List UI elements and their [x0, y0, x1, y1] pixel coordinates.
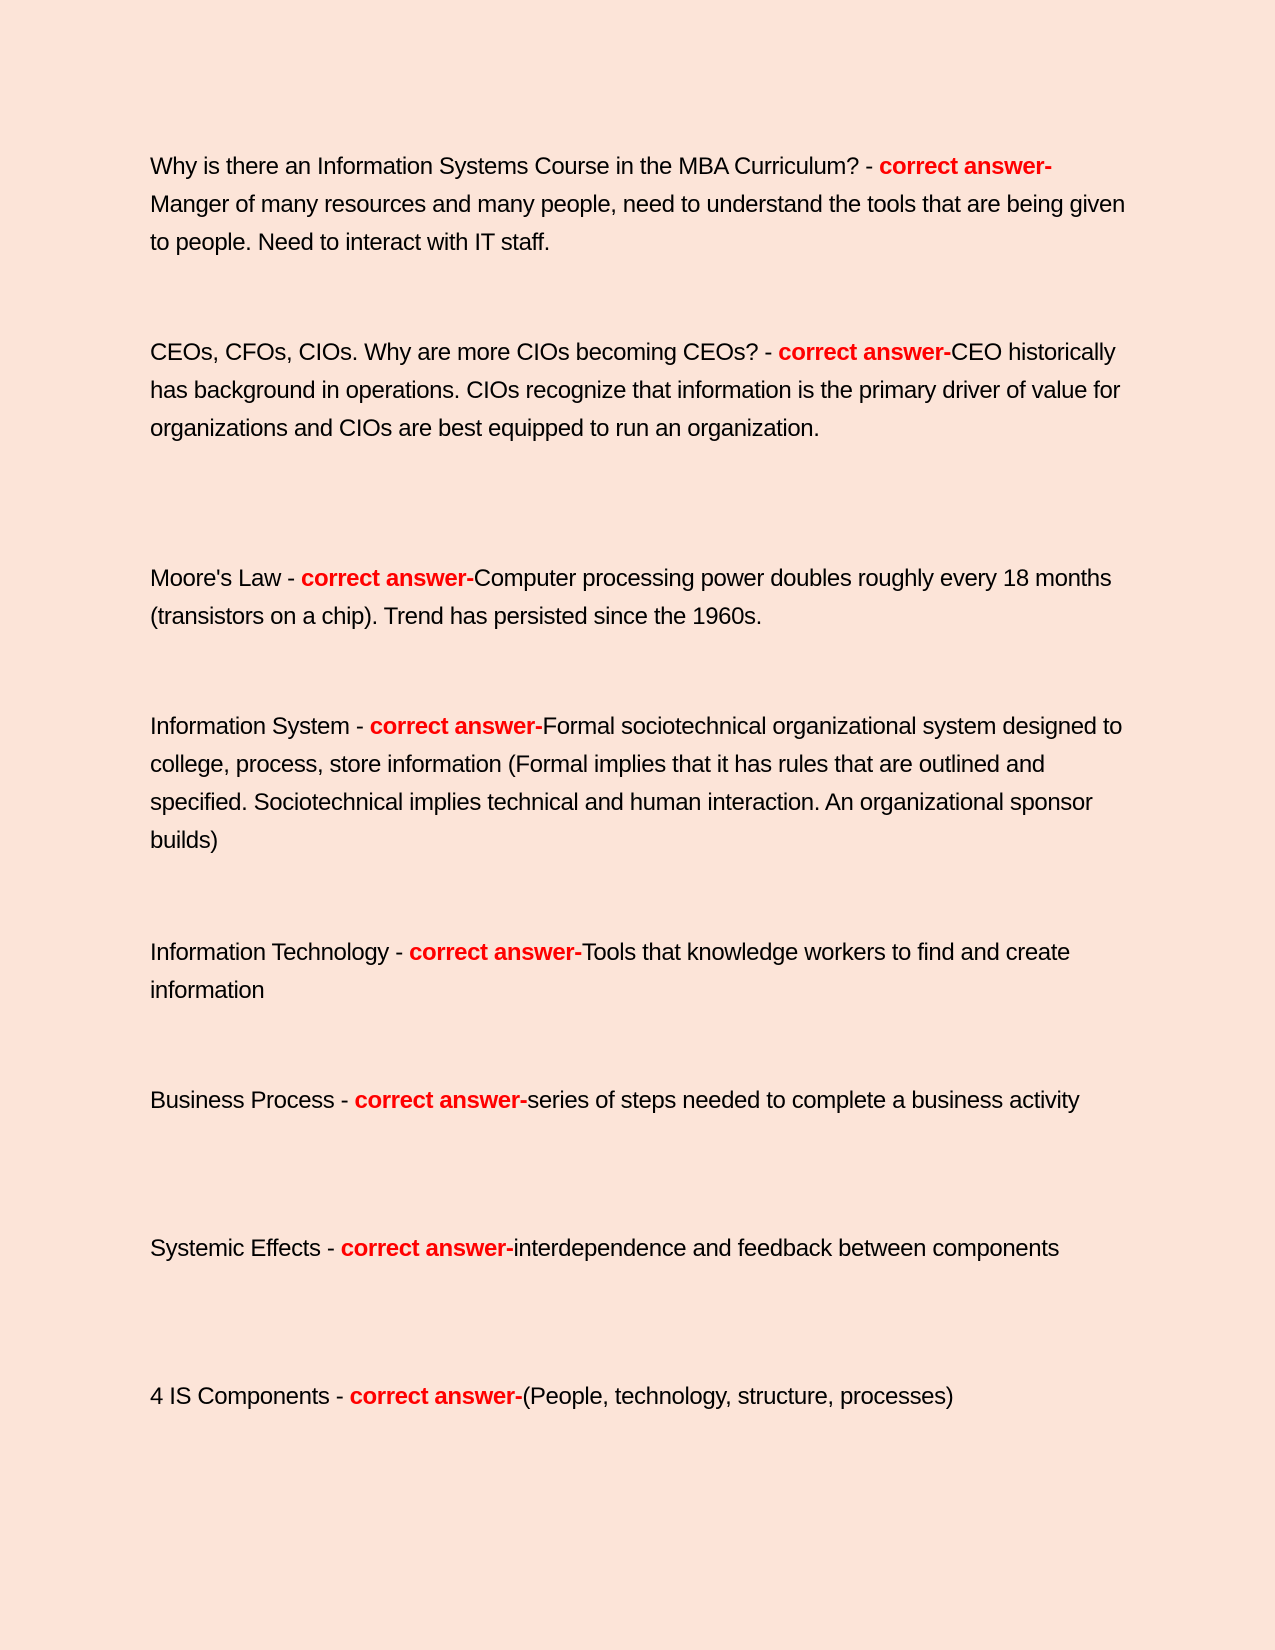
answer-text: Manger of many resources and many people, need to understand the tools that are being given to people. Need to interact with IT staff.: [150, 191, 1125, 256]
question-text: Moore's Law: [150, 565, 281, 592]
qa-item: [150, 1082, 1130, 1120]
question-text: Why is there an Information Systems Course in the MBA Curriculum?: [150, 153, 859, 180]
correct-answer-label: correct answer-: [409, 939, 582, 966]
qa-item: [150, 148, 1130, 262]
qa-item: [150, 1230, 1130, 1268]
answer-text: Formal sociotechnical organizational system designed to college, process, store information (Formal implies that it has rules that are outlined and specified. Sociotechnical implies technical and human interaction. An organizational sponsor builds): [150, 713, 1123, 854]
separator: -: [320, 1235, 341, 1262]
correct-answer-label: correct answer-: [778, 339, 952, 366]
qa-item: [150, 334, 1130, 448]
qa-item: [150, 934, 1130, 1010]
correct-answer-label: correct answer-: [349, 1383, 523, 1410]
question-text: CEOs, CFOs, CIOs. Why are more CIOs becoming CEOs?: [150, 339, 759, 366]
answer-text: Tools that knowledge workers to find and create information: [150, 939, 1070, 1004]
answer-text: interdependence and feedback between components: [513, 1235, 1060, 1262]
answer-text: (People, technology, structure, processes): [522, 1383, 954, 1410]
separator: -: [388, 939, 410, 966]
correct-answer-label: correct answer-: [340, 1235, 514, 1262]
separator: -: [349, 713, 370, 740]
correct-answer-label: correct answer-: [354, 1087, 528, 1114]
separator: -: [280, 565, 302, 592]
question-text: Business Process: [150, 1087, 335, 1114]
question-text: Information System: [150, 713, 350, 740]
answer-text: CEO historically has background in operations. CIOs recognize that information is the primary driver of value for organizations and CIOs are best equipped to run an organization.: [150, 339, 1121, 442]
separator: -: [758, 339, 779, 366]
qa-item: [150, 560, 1130, 636]
correct-answer-label: correct answer-: [879, 153, 1052, 180]
separator: -: [858, 153, 880, 180]
separator: -: [329, 1383, 350, 1410]
qa-item: [150, 708, 1130, 860]
separator: -: [334, 1087, 355, 1114]
correct-answer-label: correct answer-: [369, 713, 543, 740]
answer-text: series of steps needed to complete a business activity: [527, 1087, 1080, 1114]
question-text: Information Technology: [150, 939, 389, 966]
question-text: Systemic Effects: [150, 1235, 321, 1262]
qa-item: [150, 1378, 1130, 1416]
question-text: 4 IS Components: [150, 1383, 330, 1410]
answer-text: Computer processing power doubles roughly every 18 months (transistors on a chip). Trend has persisted since the 1960s.: [150, 565, 1112, 630]
correct-answer-label: correct answer-: [301, 565, 474, 592]
